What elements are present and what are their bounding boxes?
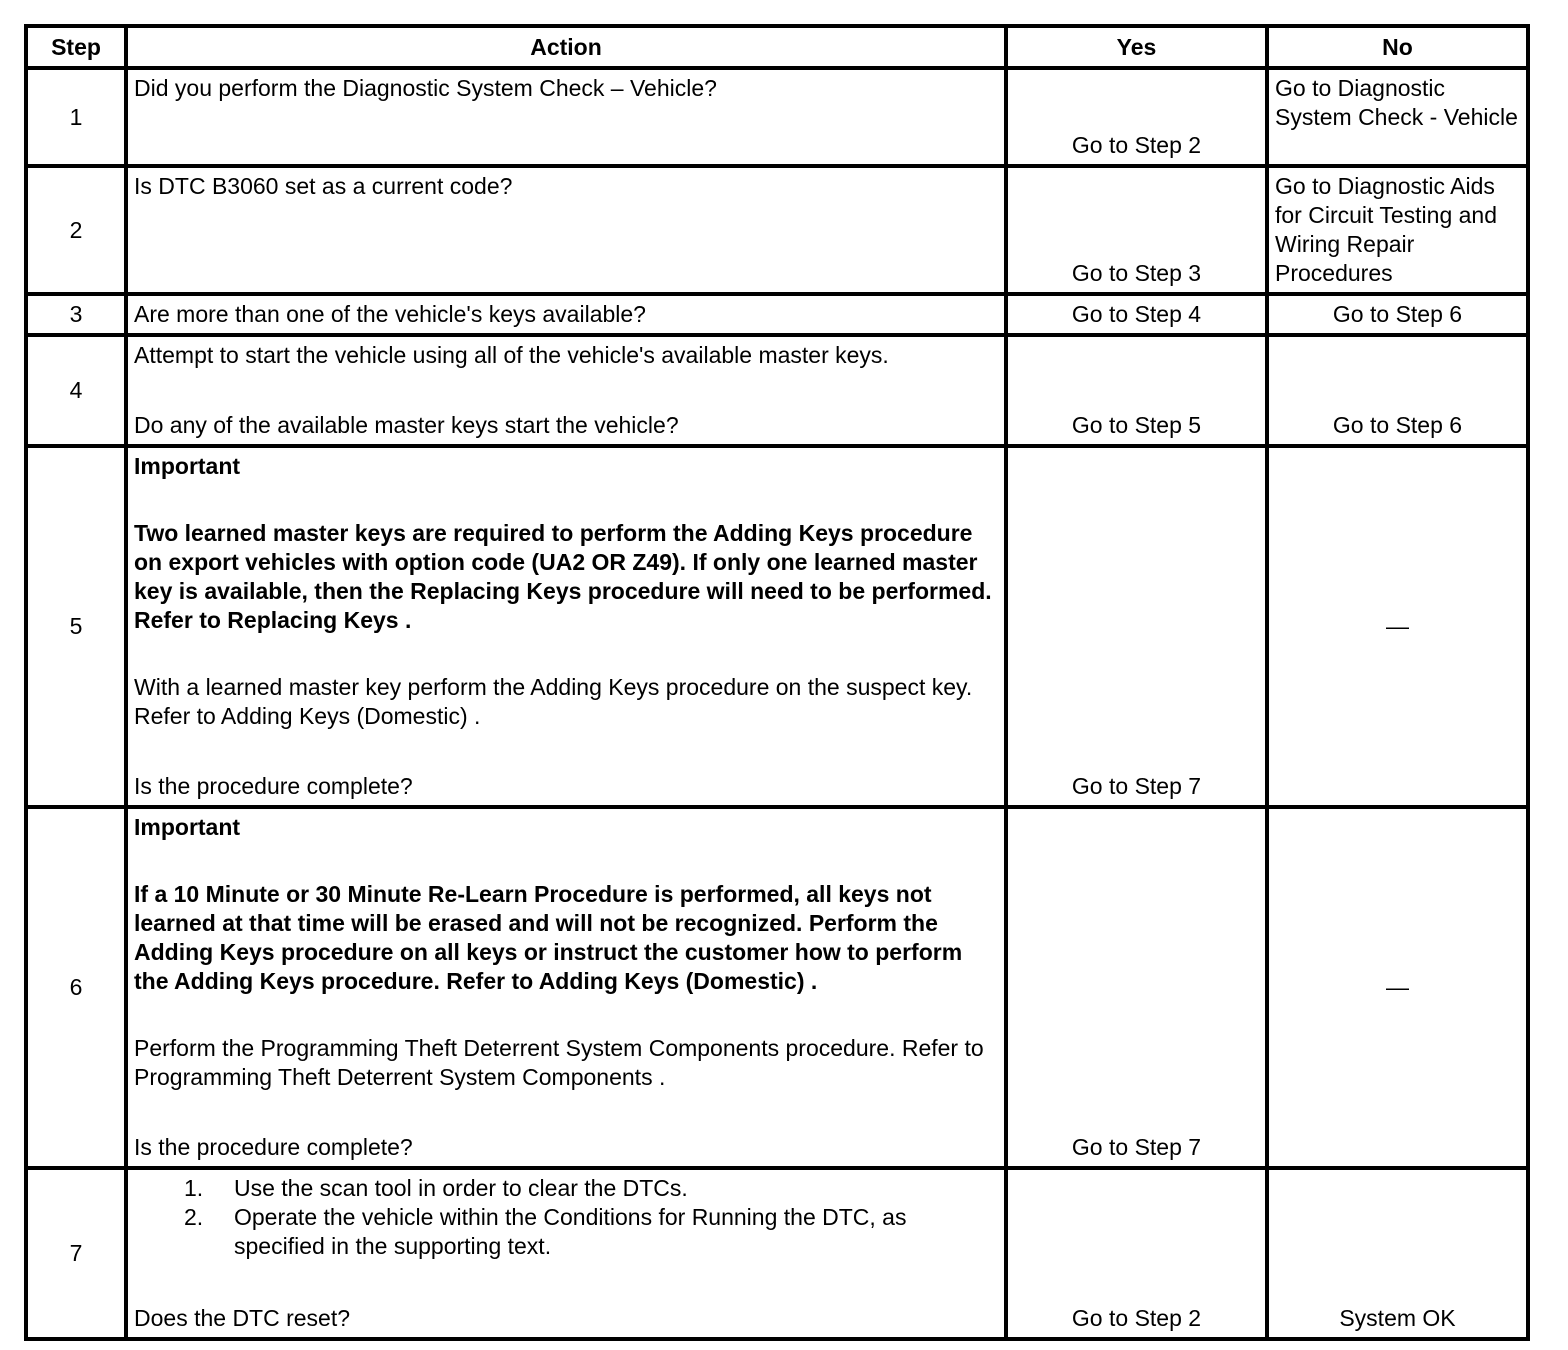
step-number: 7 bbox=[26, 1168, 126, 1339]
list-text: Use the scan tool in order to clear the DTCs. bbox=[234, 1175, 688, 1201]
table-row bbox=[26, 294, 1528, 335]
table-row bbox=[26, 335, 1528, 446]
list-number: 2. bbox=[184, 1204, 204, 1230]
action-question: Is the procedure complete? bbox=[134, 773, 413, 799]
no-result: Go to Step 6 bbox=[1267, 294, 1528, 335]
action-text: Is DTC B3060 set as a current code? bbox=[126, 166, 1006, 294]
step-number: 6 bbox=[26, 807, 126, 1168]
header-no: No bbox=[1267, 26, 1528, 68]
step-number: 5 bbox=[26, 446, 126, 807]
no-result: — bbox=[1267, 446, 1528, 807]
yes-result: Go to Step 2 bbox=[1006, 68, 1267, 166]
yes-result: Go to Step 4 bbox=[1006, 294, 1267, 335]
header-action: Action bbox=[126, 26, 1006, 68]
no-result: Go to Step 6 bbox=[1267, 335, 1528, 446]
yes-result: Go to Step 2 bbox=[1006, 1168, 1267, 1339]
action-cell bbox=[126, 1168, 1006, 1339]
important-label: Important bbox=[134, 453, 241, 479]
action-question: Do any of the available master keys start the vehicle? bbox=[134, 412, 679, 438]
list-item bbox=[134, 1203, 1000, 1261]
important-note: Two learned master keys are required to perform the Adding Keys procedure on export vehicles with option code (UA2 OR Z49). If only one learned master key is available, then the Replacing Keys procedure will need to be performed. Refer to Replacing Keys . bbox=[134, 520, 992, 633]
no-result: Go to Diagnostic Aids for Circuit Testing and Wiring Repair Procedures bbox=[1267, 166, 1528, 294]
action-instruction: Attempt to start the vehicle using all of the vehicle's available master keys. bbox=[134, 342, 889, 368]
step-number: 2 bbox=[26, 166, 126, 294]
action-cell bbox=[126, 807, 1006, 1168]
yes-result: Go to Step 5 bbox=[1006, 335, 1267, 446]
header-row bbox=[26, 26, 1528, 68]
step-number: 3 bbox=[26, 294, 126, 335]
step-number: 4 bbox=[26, 335, 126, 446]
step-number: 1 bbox=[26, 68, 126, 166]
no-result: Go to Diagnostic System Check - Vehicle bbox=[1267, 68, 1528, 166]
action-question: Does the DTC reset? bbox=[134, 1305, 351, 1331]
header-yes: Yes bbox=[1006, 26, 1267, 68]
list-item bbox=[134, 1174, 1000, 1203]
action-text: Did you perform the Diagnostic System Check – Vehicle? bbox=[126, 68, 1006, 166]
no-result: — bbox=[1267, 807, 1528, 1168]
table-row bbox=[26, 68, 1528, 166]
action-instruction: Perform the Programming Theft Deterrent System Components procedure. Refer to Programming Theft Deterrent System Components . bbox=[134, 1035, 984, 1090]
important-note: If a 10 Minute or 30 Minute Re-Learn Procedure is performed, all keys not learned at that time will be erased and will not be recognized. Perform the Adding Keys procedure on all keys or instruct the customer how to perform the Adding Keys procedure. Refer to Adding Keys (Domestic) . bbox=[134, 881, 963, 994]
yes-result: Go to Step 7 bbox=[1006, 446, 1267, 807]
action-question: Is the procedure complete? bbox=[134, 1134, 413, 1160]
action-text: Are more than one of the vehicle's keys available? bbox=[126, 294, 1006, 335]
table-row bbox=[26, 807, 1528, 1168]
yes-result: Go to Step 3 bbox=[1006, 166, 1267, 294]
procedure-list bbox=[134, 1174, 1000, 1261]
action-cell bbox=[126, 335, 1006, 446]
diagnostic-table bbox=[24, 24, 1530, 1341]
table-row bbox=[26, 1168, 1528, 1339]
header-step: Step bbox=[26, 26, 126, 68]
no-result: System OK bbox=[1267, 1168, 1528, 1339]
table-row bbox=[26, 166, 1528, 294]
action-cell bbox=[126, 446, 1006, 807]
table-row bbox=[26, 446, 1528, 807]
yes-result: Go to Step 7 bbox=[1006, 807, 1267, 1168]
action-instruction: With a learned master key perform the Adding Keys procedure on the suspect key. Refer to Adding Keys (Domestic) . bbox=[134, 674, 973, 729]
list-text: Operate the vehicle within the Conditions for Running the DTC, as specified in the supporting text. bbox=[234, 1204, 907, 1259]
important-label: Important bbox=[134, 814, 241, 840]
list-number: 1. bbox=[184, 1175, 204, 1201]
